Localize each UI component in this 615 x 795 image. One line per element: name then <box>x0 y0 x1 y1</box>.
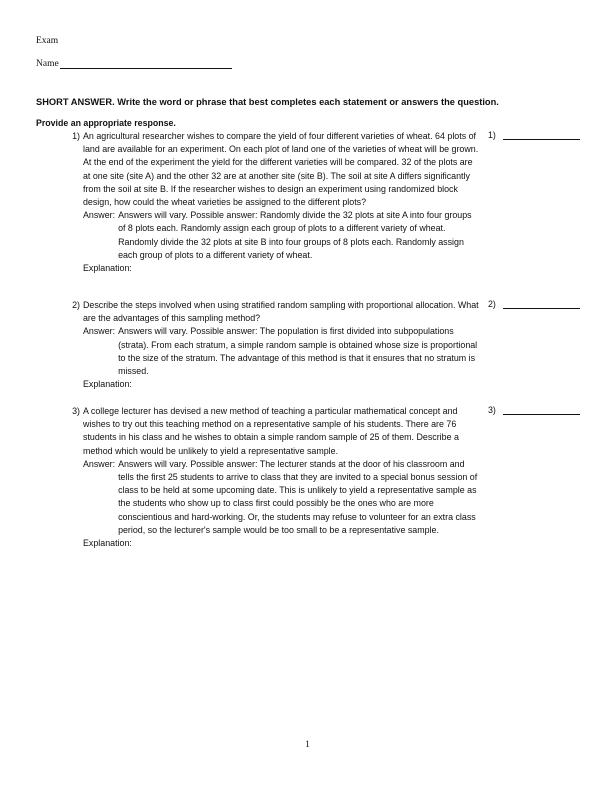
page-number: 1 <box>305 740 310 750</box>
answer-block <box>83 209 480 262</box>
answer-text: Answers will vary. Possible answer: The population is first divided into subpopulations (strata). From each stratum, a simple random sample is obtained whose size is proportional to the size of the stratum. The advantage of this method is that it ensures that no stratum is missed. <box>118 326 478 377</box>
question-text: Describe the steps involved when using stratified random sampling with proportional allocation. What are the advantages of this sampling method? <box>83 300 479 324</box>
blank-underline <box>503 405 580 415</box>
blank-underline <box>503 130 580 140</box>
question-number: 2) <box>72 300 80 310</box>
question-3 <box>60 405 480 550</box>
name-underline <box>60 59 232 69</box>
name-label: Name <box>36 59 59 69</box>
answer-label: Answer: <box>83 326 116 337</box>
answer-blank-1 <box>488 130 580 140</box>
section-title: SHORT ANSWER. Write the word or phrase that best completes each statement or answers the question. <box>36 97 499 107</box>
question-number: 3) <box>72 406 80 416</box>
answer-label: Answer: <box>83 458 116 469</box>
section-instruction: Provide an appropriate response. <box>36 118 176 128</box>
question-number: 1) <box>72 131 80 141</box>
blank-number: 3) <box>488 405 496 415</box>
question-text: A college lecturer has devised a new method of teaching a particular mathematical concept and wishes to try out this teaching method on a representative sample of his students. There are 76 students in his class and he wishes to obtain a simple random sample of 25 of them. Describe a method which would be unlikely to yield a representative sample. <box>83 406 459 456</box>
answer-label: Answer: <box>83 210 116 221</box>
answer-blank-3 <box>488 405 580 415</box>
blank-underline <box>503 299 580 309</box>
question-2 <box>60 299 480 391</box>
explanation-label: Explanation: <box>83 538 132 549</box>
explanation-label: Explanation: <box>83 379 132 390</box>
answer-text: Answers will vary. Possible answer: Randomly divide the 32 plots at site A into four groups of 8 plots each. Randomly assign each group of plots to a different variety of wheat. Randomly divide the 32 plots at site B into four groups of 8 plots each. Randomly assign each group of plots to a different variety of wheat. <box>118 210 472 260</box>
explanation-label: Explanation: <box>83 263 132 274</box>
answer-text: Answers will vary. Possible answer: The lecturer stands at the door of his classroom and tells the first 25 students to arrive to class that they are invited to a special bonus session of class to be held at some upcoming date. This is unlikely to yield a representative sample as the students who show up to class first could possibly be the ones who are more conscientious and hard-working. Or, the students may refuse to volunteer for an extra class period, so the lecturer's sample would be too small to be a representative sample. <box>118 458 478 535</box>
blank-number: 2) <box>488 299 496 309</box>
exam-label: Exam <box>36 36 59 46</box>
answer-block <box>83 325 480 378</box>
name-field <box>36 59 232 69</box>
question-1 <box>60 130 480 275</box>
answer-block <box>83 458 480 537</box>
blank-number: 1) <box>488 130 496 140</box>
answer-blank-2 <box>488 299 580 309</box>
question-text: An agricultural researcher wishes to compare the yield of four different varieties of wheat. 64 plots of land are available for an experiment. On each plot of land one of the varieties of wheat will be grown. At the end of the experiment the yield for the different varieties will be compared. 32 of the plots are at one site (site A) and the other 32 are at another site (site B). The soil at site A differs significantly from the soil at site B. If the researcher wishes to design an experiment using randomized block design, how could the wheat varieties be assigned to the different plots? <box>83 131 479 208</box>
